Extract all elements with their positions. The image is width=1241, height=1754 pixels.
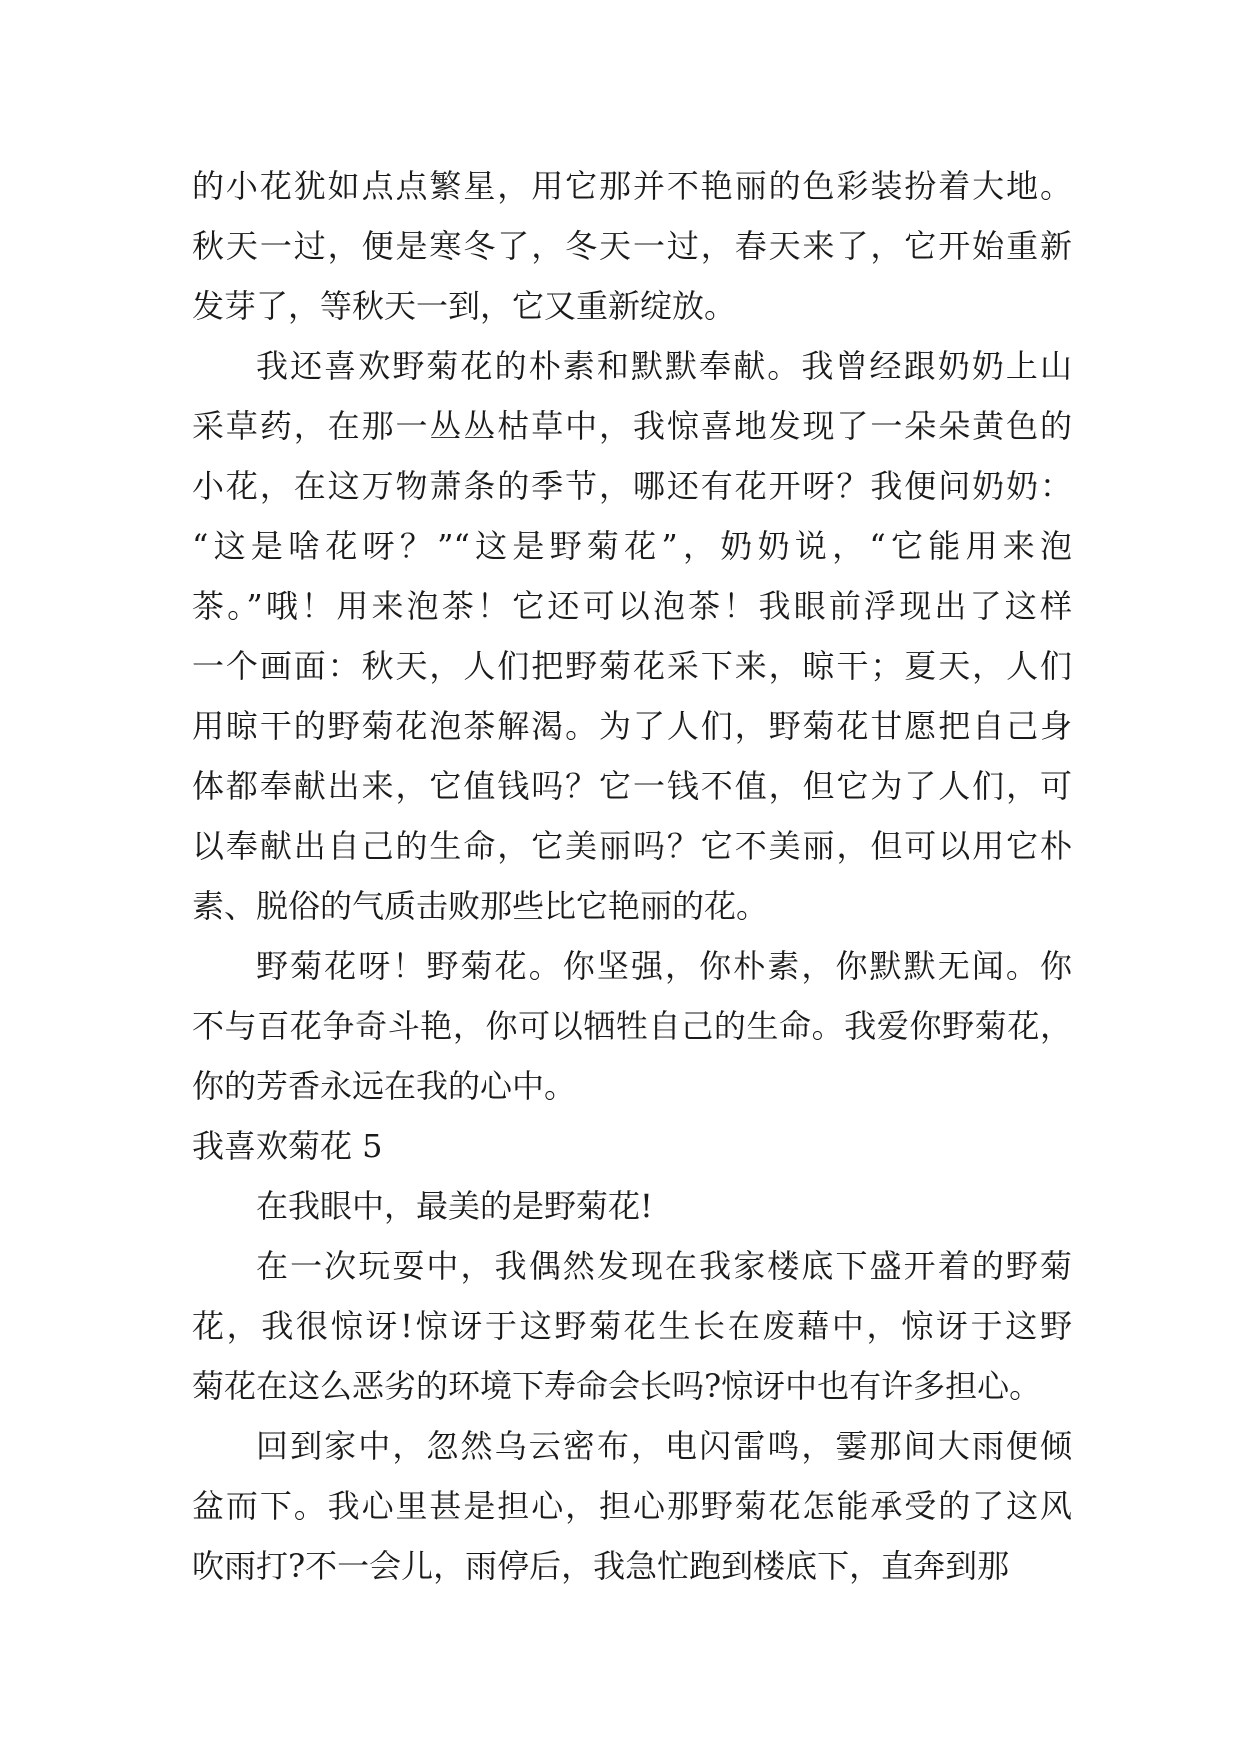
text-line: 的小花犹如点点繁星，用它那并不艳丽的色彩装扮着大地。 [192,167,1072,205]
text-line: 花，我很惊讶!惊讶于这野菊花生长在废藉中，惊讶于这野 [192,1307,1072,1345]
paragraph [192,936,1072,1116]
text-line: 发芽了，等秋天一到，它又重新绽放。 [192,287,737,325]
paragraph [192,1416,1072,1596]
paragraph [192,1236,1072,1416]
text-line: 体都奉献出来，它值钱吗？它一钱不值，但它为了人们，可 [192,767,1072,805]
text-line: 野菊花呀！野菊花。你坚强，你朴素，你默默无闻。你 [256,947,1072,985]
text-line: 小花，在这万物萧条的季节，哪还有花开呀？我便问奶奶： [192,467,1072,505]
text-line: 回到家中，忽然乌云密布，电闪雷鸣，霎那间大雨便倾 [256,1427,1072,1465]
heading-text: 我喜欢菊花 5 [192,1127,383,1165]
document-body [192,156,1072,1596]
text-line: 用晾干的野菊花泡茶解渴。为了人们，野菊花甘愿把自己身 [192,707,1072,745]
text-line: 采草药，在那一丛丛枯草中，我惊喜地发现了一朵朵黄色的 [192,407,1072,445]
text-line: 素、脱俗的气质击败那些比它艳丽的花。 [192,887,769,925]
text-line: 秋天一过，便是寒冬了，冬天一过，春天来了，它开始重新 [192,227,1072,265]
text-line: 吹雨打?不一会儿，雨停后，我急忙跑到楼底下，直奔到那 [192,1547,1010,1585]
text-line: “这是啥花呀？”“这是野菊花”，奶奶说，“它能用来泡 [192,527,1072,565]
text-line: 茶。”哦！用来泡茶！它还可以泡茶！我眼前浮现出了这样 [192,587,1072,625]
text-line: 在一次玩耍中，我偶然发现在我家楼底下盛开着的野菊 [256,1247,1072,1285]
text-line: 一个画面：秋天，人们把野菊花采下来，晾干；夏天，人们 [192,647,1072,685]
text-line: 你的芳香永远在我的心中。 [192,1067,577,1105]
text-line: 不与百花争奇斗艳，你可以牺牲自己的生命。我爱你野菊花， [192,1007,1072,1045]
text-line: 在我眼中，最美的是野菊花! [256,1187,653,1225]
paragraph [192,336,1072,936]
text-line: 盆而下。我心里甚是担心，担心那野菊花怎能承受的了这风 [192,1487,1072,1525]
paragraph [192,1176,1072,1236]
section-heading [192,1116,1072,1176]
text-line: 菊花在这么恶劣的环境下寿命会长吗?惊讶中也有许多担心。 [192,1367,1042,1405]
paragraph [192,156,1072,336]
text-line: 以奉献出自己的生命，它美丽吗？它不美丽，但可以用它朴 [192,827,1072,865]
text-line: 我还喜欢野菊花的朴素和默默奉献。我曾经跟奶奶上山 [256,347,1072,385]
